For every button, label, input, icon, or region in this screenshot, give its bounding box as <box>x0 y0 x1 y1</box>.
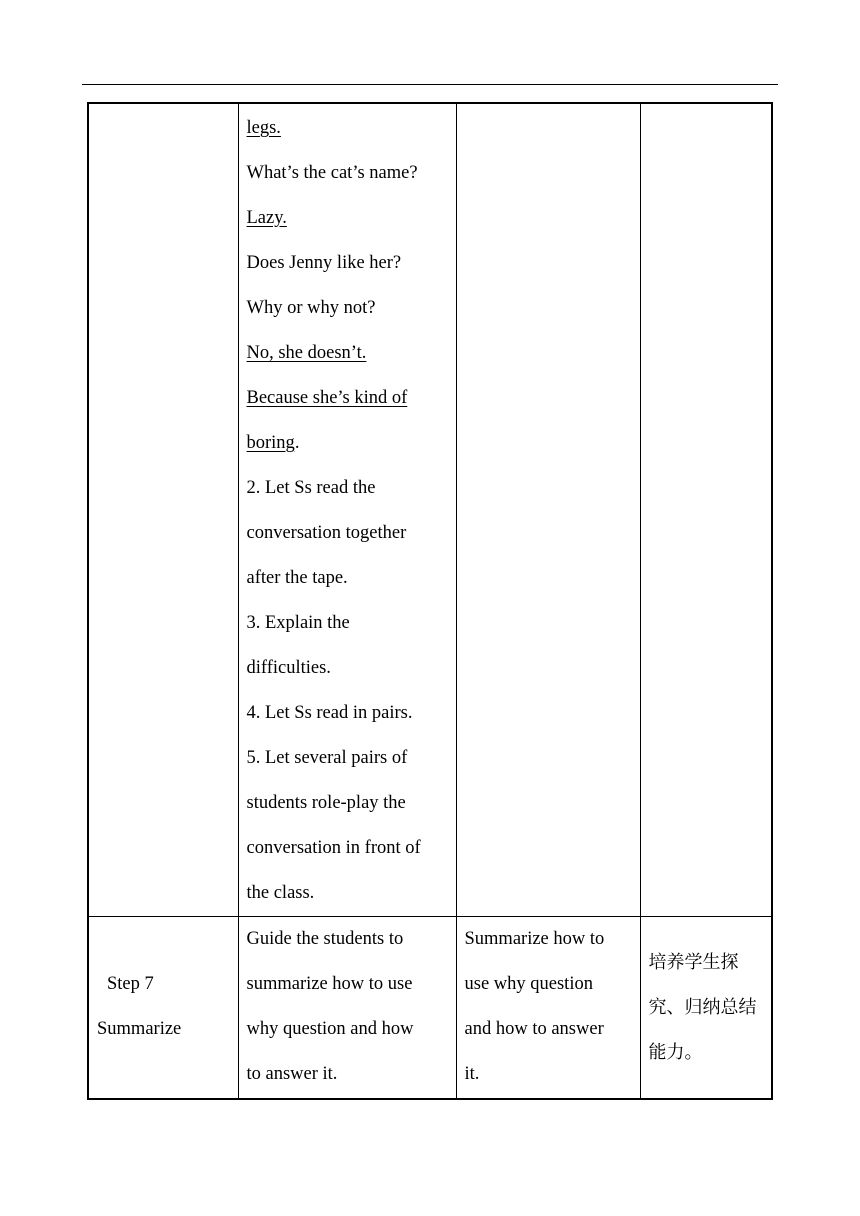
activity-text: conversation together <box>246 523 407 543</box>
purpose-line: 究、归纳总结 <box>648 996 757 1018</box>
activity-text: Why or why not? <box>246 298 376 318</box>
step-title: Summarize <box>97 1019 182 1040</box>
step-number: Step 7 <box>107 974 154 995</box>
header-rule <box>82 84 778 85</box>
teacher-activity-line <box>247 511 452 556</box>
teacher-activity-line <box>247 241 452 286</box>
teacher-activity-line: Guide the students to <box>246 929 404 949</box>
teacher-activity-line <box>247 556 452 601</box>
student-activity-line: use why question <box>464 974 593 994</box>
teacher-activity-line <box>247 466 452 511</box>
teacher-activity-line <box>247 196 452 241</box>
activity-text: What’s the cat’s name? <box>246 163 418 183</box>
teacher-activity-line: to answer it. <box>246 1064 338 1084</box>
activity-text: the class. <box>246 883 315 903</box>
teacher-activity-cell <box>238 917 456 1099</box>
teacher-activity-line <box>247 646 452 691</box>
teacher-activity-line <box>247 421 452 466</box>
underlined-answer-text: boring <box>246 433 295 453</box>
teacher-activity-line <box>247 151 452 196</box>
activity-text: students role-play the <box>246 793 406 813</box>
student-activity-line: it. <box>464 1064 480 1084</box>
activity-text: conversation in front of <box>246 838 421 858</box>
underlined-answer-text: No, she doesn’t. <box>246 343 367 363</box>
underlined-answer-text: legs. <box>246 118 281 138</box>
activity-text: 5. Let several pairs of <box>246 748 408 768</box>
activity-text: 2. Let Ss read the <box>246 478 376 498</box>
teacher-activity-line <box>247 871 452 916</box>
teacher-activity-line <box>247 691 452 736</box>
purpose-cell-empty <box>640 103 772 917</box>
teacher-activity-line <box>247 736 452 781</box>
step-cell <box>88 917 238 1099</box>
teacher-activity-line <box>247 376 452 421</box>
table-row <box>88 103 772 917</box>
student-activity-cell <box>456 917 640 1099</box>
step-cell-empty <box>88 103 238 917</box>
activity-text: difficulties. <box>246 658 331 678</box>
student-activity-line: and how to answer <box>464 1019 604 1039</box>
underlined-answer-text: Lazy. <box>246 208 287 228</box>
teacher-activity-line: why question and how <box>246 1019 414 1039</box>
teacher-activity-text <box>239 104 456 916</box>
purpose-line: 能力。 <box>648 1041 703 1063</box>
teacher-activity-line <box>247 826 452 871</box>
activity-text: 4. Let Ss read in pairs. <box>246 703 413 723</box>
activity-text: Does Jenny like her? <box>246 253 402 273</box>
table-row <box>88 917 772 1099</box>
teacher-activity-line <box>247 106 452 151</box>
lesson-plan-table <box>87 102 773 1100</box>
underlined-answer-text: Because she’s kind of <box>246 388 408 408</box>
activity-text: 3. Explain the <box>246 613 350 633</box>
teacher-activity-cell <box>238 103 456 917</box>
purpose-line: 培养学生探 <box>648 951 739 973</box>
teacher-activity-line: summarize how to use <box>246 974 413 994</box>
teacher-activity-line <box>247 331 452 376</box>
teacher-activity-line <box>247 601 452 646</box>
teacher-activity-line <box>247 781 452 826</box>
student-activity-line: Summarize how to <box>464 929 605 949</box>
student-activity-cell-empty <box>456 103 640 917</box>
teacher-activity-line <box>247 286 452 331</box>
punctuation: . <box>294 433 300 453</box>
purpose-cell <box>640 917 772 1099</box>
activity-text: after the tape. <box>246 568 348 588</box>
